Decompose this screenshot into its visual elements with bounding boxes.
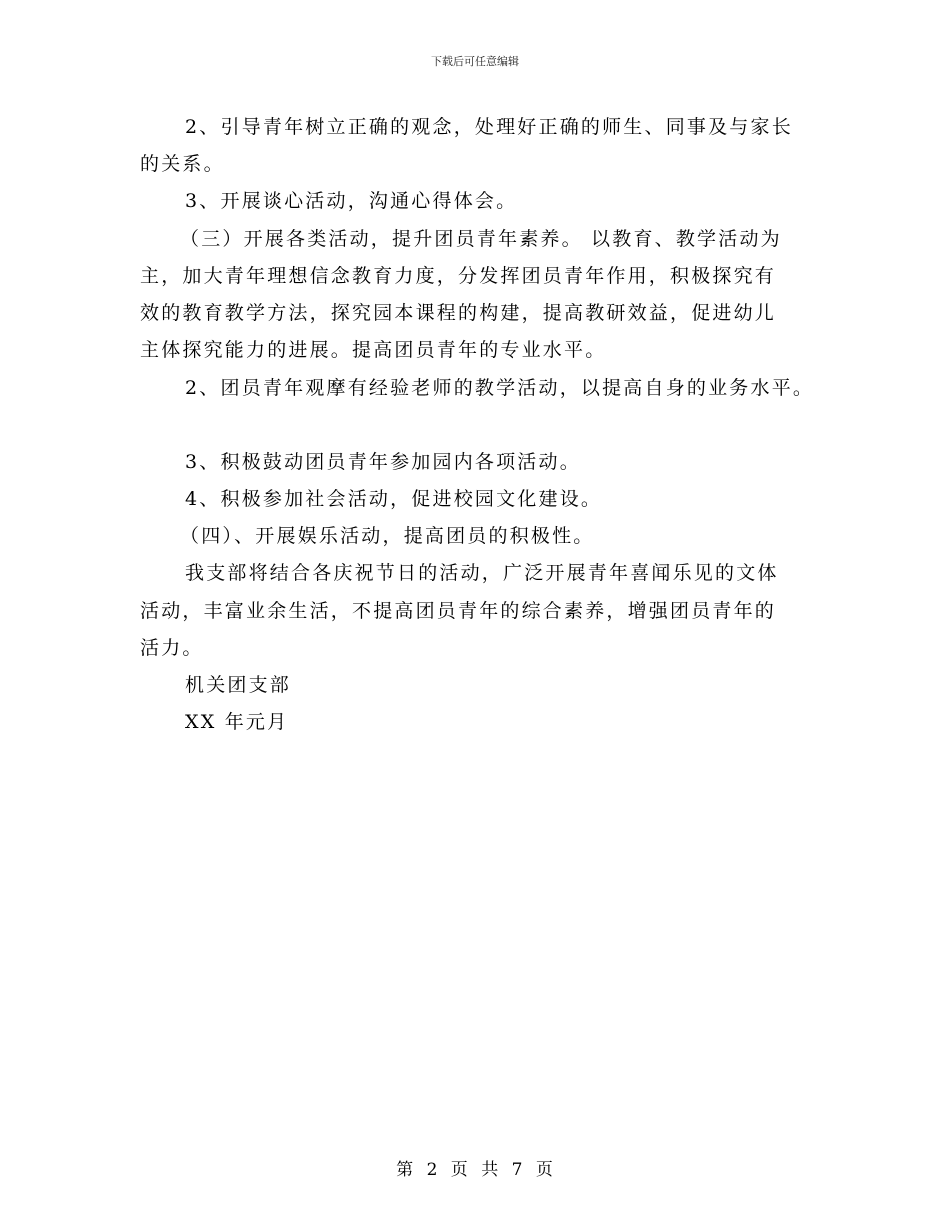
paragraph-line: 活力。 [140, 637, 204, 659]
paragraph-line: 3、开展谈心活动，沟通心得体会。 [185, 190, 518, 212]
paragraph-line: 活动，丰富业余生活，不提高团员青年的综合素养，增强团员青年的 [140, 600, 777, 622]
current-page-number: 2 [426, 1160, 439, 1180]
page-label-suffix: 页 [535, 1160, 554, 1180]
page-footer [0, 1155, 950, 1180]
paragraph-line: 效的教育教学方法，探究园本课程的构建，提高教研效益，促进幼儿 [140, 302, 777, 324]
total-pages-number: 7 [511, 1160, 524, 1180]
paragraph-line: 2、团员青年观摩有经验老师的教学活动，以提高自身的业务水平。 [185, 377, 815, 399]
paragraph-line: （四）、开展娱乐活动，提高团员的积极性。 [180, 525, 595, 547]
signature-org: 机关团支部 [185, 674, 292, 696]
paragraph-line: 主体探究能力的进展。提高团员青年的专业水平。 [140, 339, 607, 361]
paragraph-line: 的关系。 [140, 153, 225, 175]
paragraph-line: 主，加大青年理想信念教育力度，分发挥团员青年作用，积极探究有 [140, 265, 777, 287]
signature-date: XX 年元月 [185, 711, 289, 733]
paragraph-line: 3、积极鼓动团员青年参加园内各项活动。 [185, 451, 581, 473]
paragraph-line: 2、引导青年树立正确的观念，处理好正确的师生、同事及与家长 [185, 116, 793, 138]
page-label-mid2: 共 [481, 1160, 500, 1180]
paragraph-line: 我支部将结合各庆祝节日的活动，广泛开展青年喜闻乐见的文体 [185, 562, 779, 584]
page-label-mid1: 页 [450, 1160, 469, 1180]
page-label-prefix: 第 [396, 1160, 415, 1180]
paragraph-line: 4、积极参加社会活动，促进校园文化建设。 [185, 488, 603, 510]
paragraph-line: （三）开展各类活动，提升团员青年素养。 以教育、教学活动为 [180, 228, 782, 250]
page-header: 下载后可任意编辑 [431, 55, 519, 68]
